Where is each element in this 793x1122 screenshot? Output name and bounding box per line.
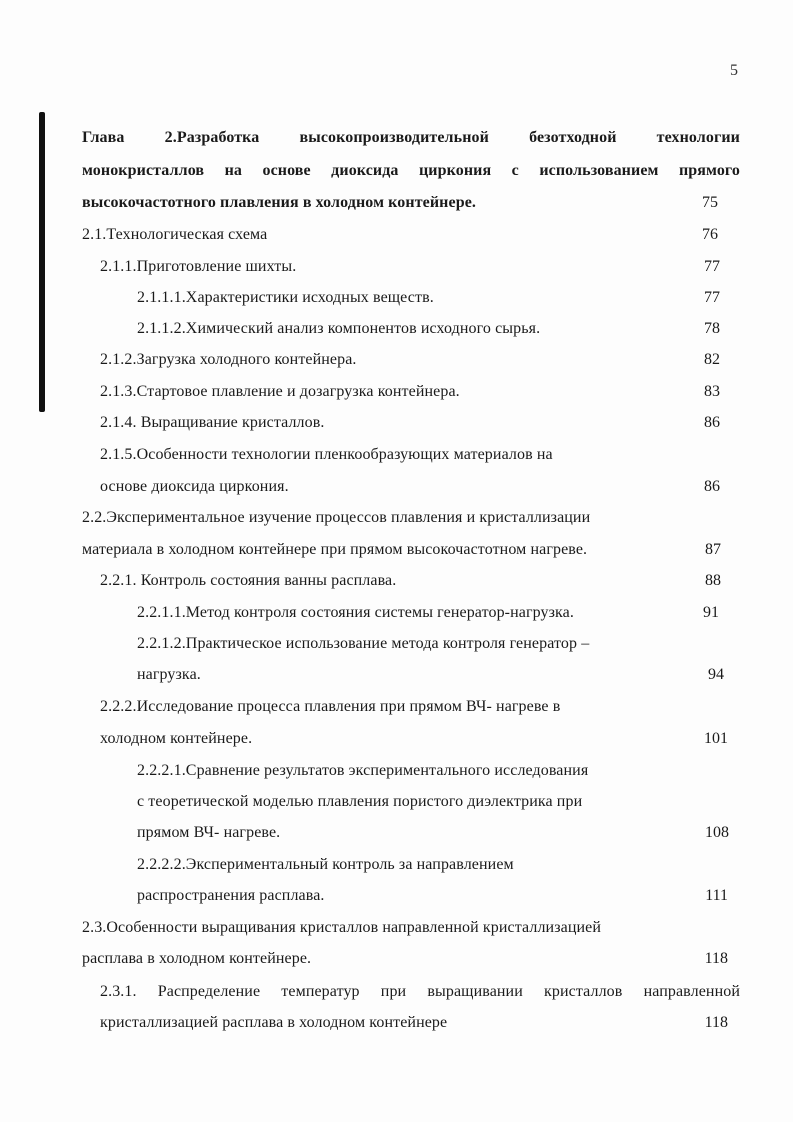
chapter-page: 75 — [702, 194, 718, 211]
toc-page: 78 — [704, 320, 720, 337]
toc-entry-2-2-1-1: 2.2.1.1.Метод контроля состояния системы генератор-нагрузка. — [137, 604, 574, 621]
toc-entry-2-2-2-1-cont: с теоретической моделью плавления пористого диэлектрика при — [137, 793, 583, 810]
page-number: 5 — [730, 62, 738, 79]
toc-entry-2-2-1: 2.2.1. Контроль состояния ванны расплава. — [100, 572, 397, 589]
toc-page: 76 — [702, 226, 718, 243]
toc-entry-2-3-1-cont: кристаллизацией расплава в холодном контейнере — [100, 1014, 448, 1031]
toc-page: 82 — [704, 351, 720, 368]
toc-page: 94 — [708, 666, 724, 683]
toc-page: 118 — [704, 950, 728, 967]
toc-entry-2-1-2: 2.1.2.Загрузка холодного контейнера. — [100, 351, 357, 368]
toc-entry-2-2: 2.2.Экспериментальное изучение процессов плавления и кристаллизации — [82, 509, 591, 526]
toc-entry-2-1-5-cont: основе диоксида циркония. — [100, 478, 289, 495]
toc-page: 83 — [704, 383, 720, 400]
chapter-title-line-1: Глава 2.Разработка высокопроизводительной безотходной технологии — [82, 129, 740, 146]
toc-entry-2-2-2: 2.2.2.Исследование процесса плавления при прямом ВЧ- нагреве в — [100, 698, 561, 715]
toc-page: 86 — [704, 414, 720, 431]
toc-entry-2-2-2-2: 2.2.2.2.Экспериментальный контроль за направлением — [137, 856, 514, 873]
toc-entry-2-2-2-cont: холодном контейнере. — [100, 730, 253, 747]
toc-page: 77 — [704, 258, 720, 275]
toc-page: 77 — [704, 289, 720, 306]
toc-page: 91 — [703, 604, 719, 621]
chapter-title-line-2: монокристаллов на основе диоксида циркония с использованием прямого — [82, 162, 740, 179]
toc-entry-2-2-2-1-cont2: прямом ВЧ- нагреве. — [137, 824, 281, 841]
toc-entry-2-3: 2.3.Особенности выращивания кристаллов направленной кристаллизацией — [82, 919, 602, 936]
toc-page: 86 — [704, 478, 720, 495]
toc-entry-2-1-1-1: 2.1.1.1.Характеристики исходных веществ. — [137, 289, 434, 306]
toc-page: 111 — [705, 887, 728, 904]
toc-entry-2-1-4: 2.1.4. Выращивание кристаллов. — [100, 414, 325, 431]
chapter-title-line-3: высокочастотного плавления в холодном контейнере. — [82, 194, 477, 211]
toc-entry-2-1: 2.1.Технологическая схема — [82, 226, 268, 243]
margin-bar — [39, 112, 45, 412]
toc-entry-2-1-5: 2.1.5.Особенности технологии пленкообразующих материалов на — [100, 446, 553, 463]
toc-entry-2-2-2-1: 2.2.2.1.Сравнение результатов экспериментального исследования — [137, 762, 589, 779]
toc-page: 101 — [704, 730, 728, 747]
toc-entry-2-1-1-2: 2.1.1.2.Химический анализ компонентов исходного сырья. — [137, 320, 541, 337]
toc-entry-2-3-cont: расплава в холодном контейнере. — [82, 950, 312, 967]
toc-entry-2-2-1-2: 2.2.1.2.Практическое использование метода контроля генератор – — [137, 635, 590, 652]
toc-entry-2-1-3: 2.1.3.Стартовое плавление и дозагрузка контейнера. — [100, 383, 460, 400]
toc-page: 108 — [705, 824, 729, 841]
toc-entry-2-3-1: 2.3.1. Распределение температур при выращивании кристаллов направленной — [100, 983, 740, 1000]
toc-entry-2-2-cont: материала в холодном контейнере при прямом высокочастотном нагреве. — [82, 541, 588, 558]
toc-page: 87 — [705, 541, 721, 558]
toc-entry-2-2-1-2-cont: нагрузка. — [137, 666, 201, 683]
toc-page: 88 — [705, 572, 721, 589]
toc-page: 118 — [704, 1014, 728, 1031]
toc-entry-2-2-2-2-cont: распространения расплава. — [137, 887, 325, 904]
toc-entry-2-1-1: 2.1.1.Приготовление шихты. — [100, 258, 297, 275]
